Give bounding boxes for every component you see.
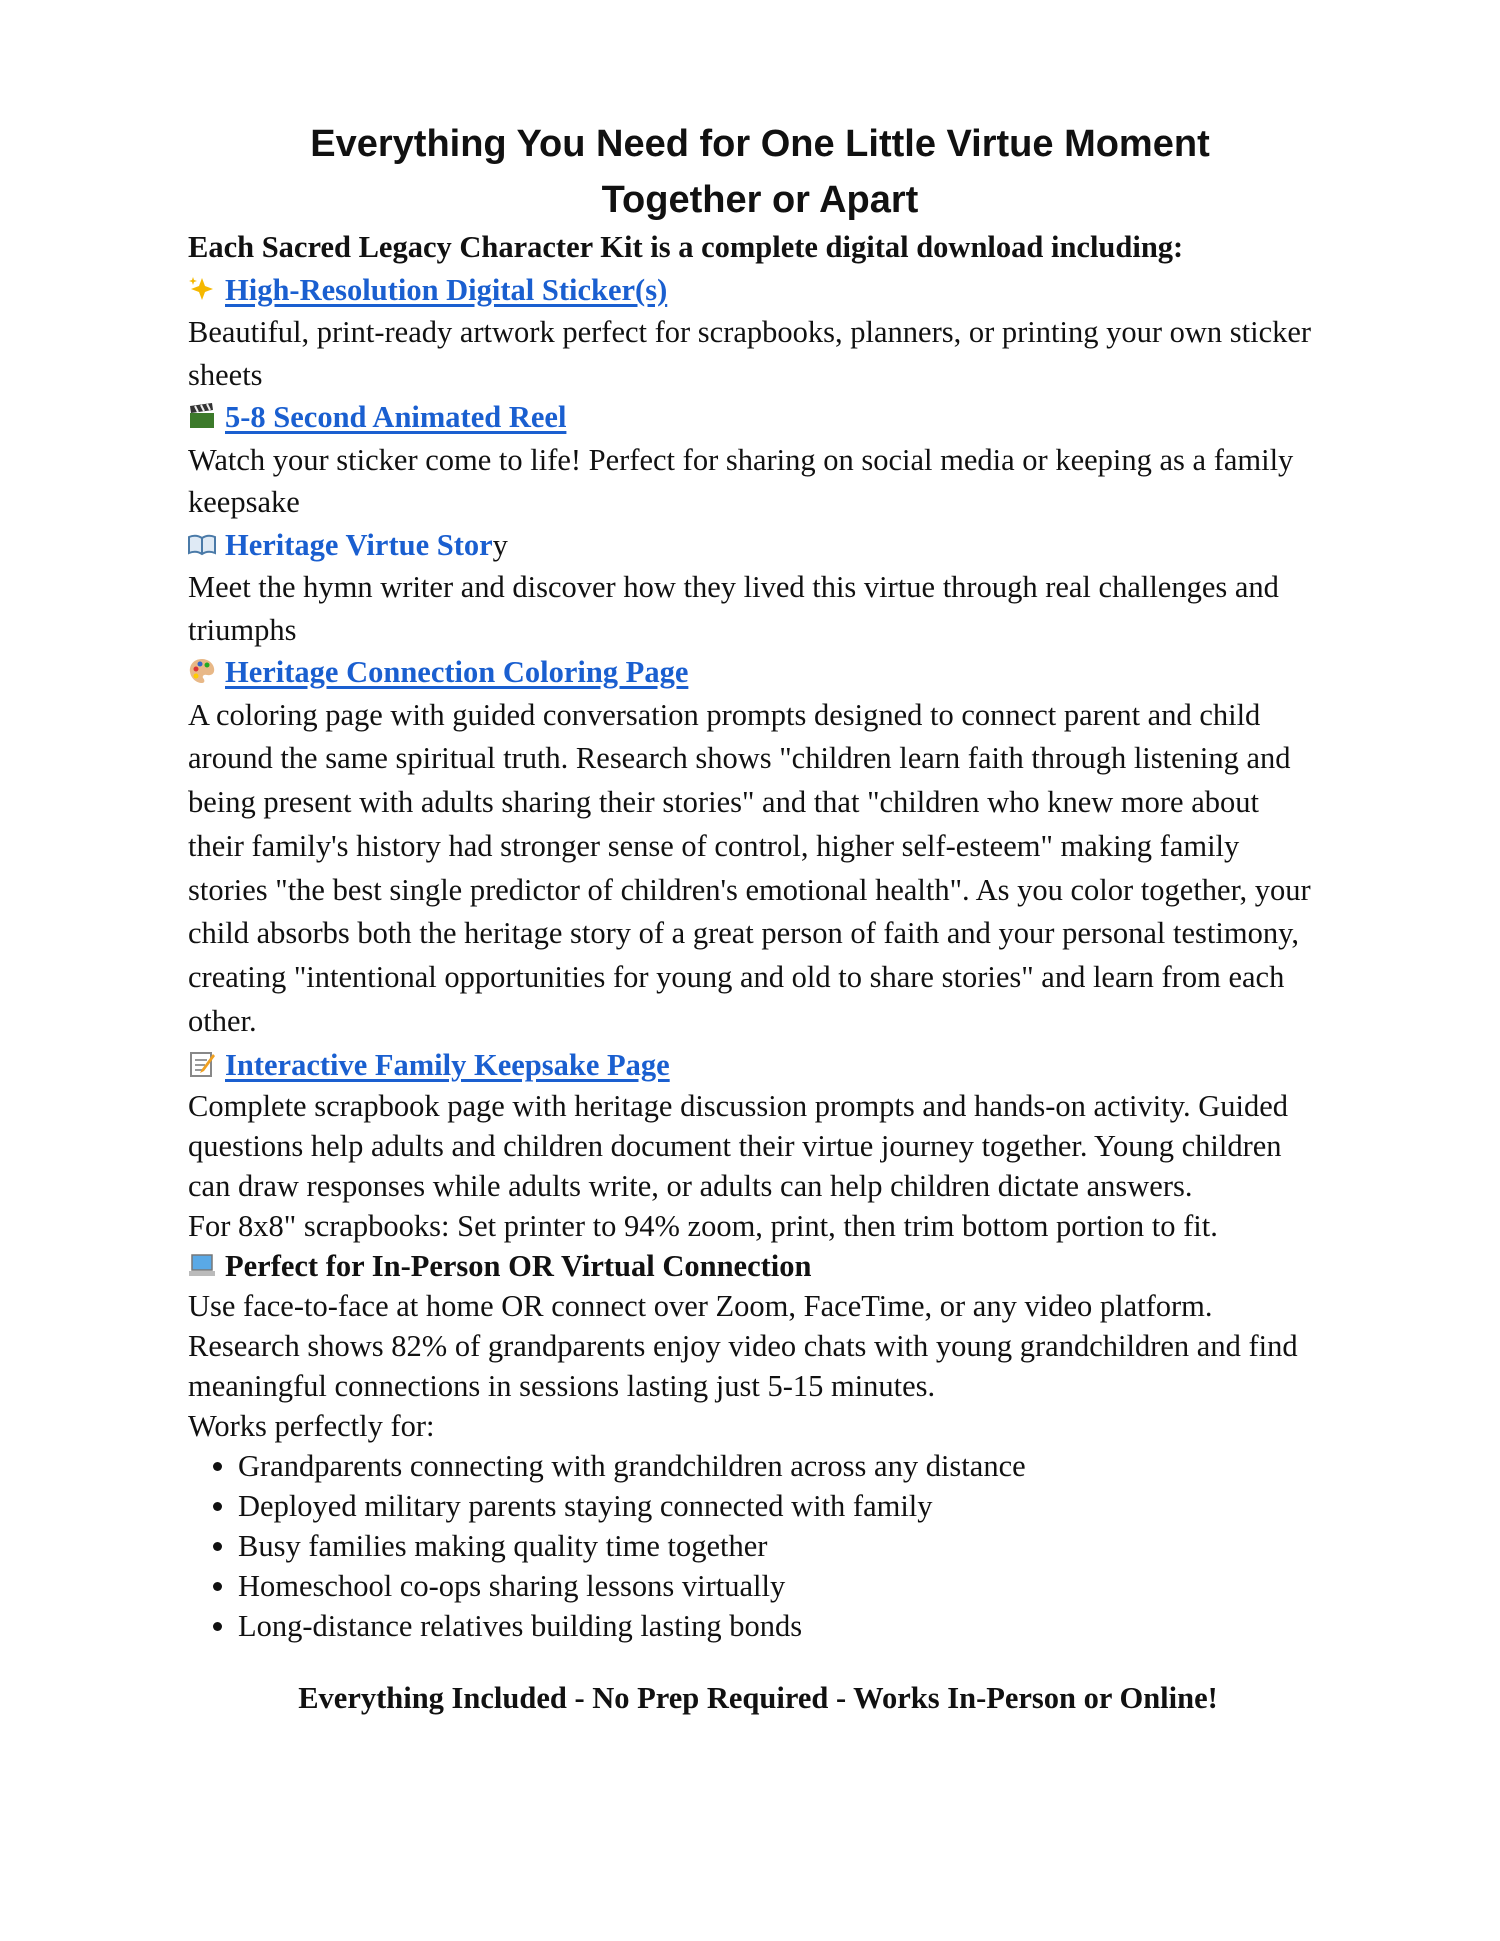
item-reel: [188, 396, 1318, 524]
laptop-icon: [188, 1251, 216, 1279]
title-line-1: Everything You Need for One Little Virtue Moment: [310, 123, 1210, 165]
footer-tagline: Everything Included - No Prep Required - Works In-Person or Online!: [298, 1680, 1218, 1715]
list-item: • Grandparents connecting with grandchildren across any distance: [238, 1446, 1318, 1486]
item-coloring: [188, 651, 1318, 1044]
intro-text: Each Sacred Legacy Character Kit is a complete digital download including:: [188, 230, 1184, 264]
sparkles-icon: [188, 275, 216, 303]
page-title: [0, 116, 1500, 228]
list-item: • Busy families making quality time together: [238, 1526, 1318, 1566]
keepsake-desc: Complete scrapbook page with heritage discussion prompts and hands-on activity. Guided questions help adults and children document their virtue journey together. Young children can draw responses while adults write, or adults can help children dictate answers.: [188, 1089, 1289, 1204]
story-heading-tail: y: [492, 527, 508, 562]
virtual-desc: Use face-to-face at home OR connect over Zoom, FaceTime, or any video platform. Research shows 82% of grandparents enjoy video chats with young grandchildren and find meaningful connections in sessions lasting just 5-15 minutes.: [188, 1289, 1298, 1404]
reel-link[interactable]: 5-8 Second Animated Reel: [225, 400, 567, 434]
title-line-2: Together or Apart: [601, 179, 919, 221]
coloring-link[interactable]: Heritage Connection Coloring Page: [225, 655, 689, 689]
item-stickers: [188, 269, 1318, 397]
item-keepsake: [188, 1044, 1318, 1247]
coloring-desc: A coloring page with guided conversation prompts designed to connect parent and child around the same spiritual truth. Research shows "children learn faith through listening and being present with adults sharing their stories" and that "children who knew more about their family's history had stronger sense of control, higher self-esteem" making family stories "the best single predictor of children's emotional health". As you color together, your child absorbs both the heritage story of a great person of faith and your personal testimony, creating "intentional opportunities for young and old to share stories" and learn from each other.: [188, 697, 1311, 1039]
keepsake-link[interactable]: Interactive Family Keepsake Page: [225, 1047, 670, 1082]
document-body: [188, 226, 1318, 1749]
memo-icon: [188, 1050, 216, 1078]
item-story: [188, 524, 1318, 652]
reel-desc: Watch your sticker come to life! Perfect for sharing on social media or keeping as a family keepsake: [188, 442, 1294, 519]
list-item: • Long-distance relatives building lasting bonds: [238, 1606, 1318, 1646]
virtual-heading: Perfect for In-Person OR Virtual Connection: [225, 1249, 812, 1284]
keepsake-note: For 8x8" scrapbooks: Set printer to 94% zoom, print, then trim bottom portion to fit.: [188, 1209, 1218, 1244]
story-heading: Heritage Virtue Stor: [225, 527, 493, 562]
works-label: Works perfectly for:: [188, 1409, 435, 1444]
clapperboard-icon: [188, 402, 216, 430]
story-desc: Meet the hymn writer and discover how they lived this virtue through real challenges and triumphs: [188, 570, 1279, 647]
open-book-icon: [188, 530, 216, 558]
list-item: • Homeschool co-ops sharing lessons virtually: [238, 1566, 1318, 1606]
virtual-section: [188, 1246, 1318, 1646]
list-item: • Deployed military parents staying connected with family: [238, 1486, 1318, 1526]
stickers-desc: Beautiful, print-ready artwork perfect for scrapbooks, planners, or printing your own sticker sheets: [188, 315, 1312, 392]
palette-icon: [188, 657, 216, 685]
works-list: [188, 1446, 1318, 1646]
stickers-link[interactable]: High-Resolution Digital Sticker(s): [225, 272, 668, 307]
